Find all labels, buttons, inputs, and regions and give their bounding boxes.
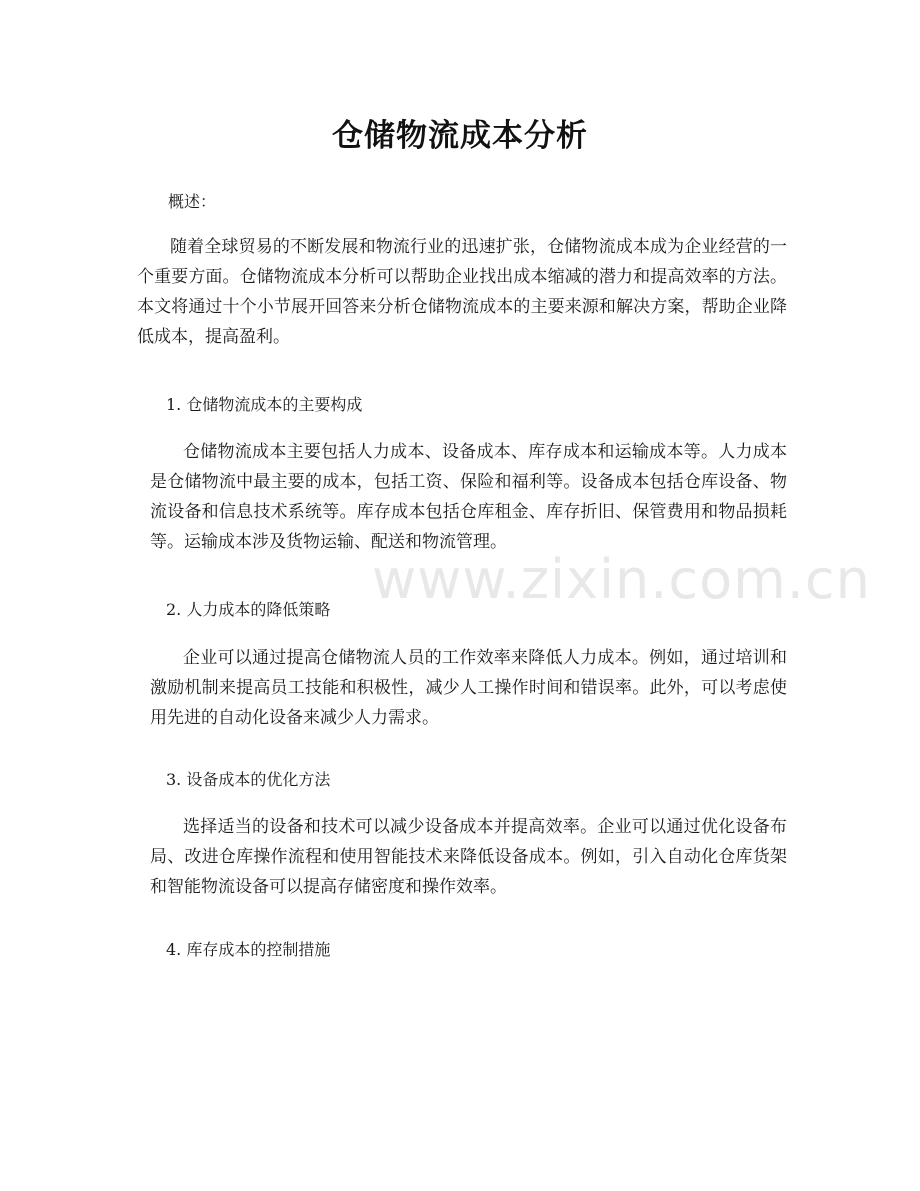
overview-label: 概述： bbox=[168, 192, 217, 211]
section-3-heading: 3. 设备成本的优化方法 bbox=[166, 770, 331, 789]
overview-paragraph: 随着全球贸易的不断发展和物流行业的迅速扩张，仓储物流成本成为企业经营的一个重要方面。仓储物流成本分析可以帮助企业找出成本缩减的潜力和提高效率的方法。本文将通过十个小节展开回答来分析仓储物流成本的主要来源和解决方案，帮助企业降低成本，提高盈利。 bbox=[137, 237, 787, 347]
section-1-heading: 1. 仓储物流成本的主要构成 bbox=[166, 395, 363, 414]
watermark: www.zixin.com.cn bbox=[372, 548, 871, 611]
section-4-heading: 4. 库存成本的控制措施 bbox=[166, 940, 331, 959]
document-title: 仓储物流成本分析 bbox=[332, 118, 588, 154]
section-1-body: 仓储物流成本主要包括人力成本、设备成本、库存成本和运输成本等。人力成本是仓储物流中最主要的成本，包括工资、保险和福利等。设备成本包括仓库设备、物流设备和信息技术系统等。库存成本包括仓库租金、库存折旧、保管费用和物品损耗等。运输成本涉及货物运输、配送和物流管理。 bbox=[150, 442, 787, 552]
section-2-body: 企业可以通过提高仓储物流人员的工作效率来降低人力成本。例如，通过培训和激励机制来提高员工技能和积极性，减少人工操作时间和错误率。此外，可以考虑使用先进的自动化设备来减少人力需求。 bbox=[150, 648, 787, 728]
section-3-body: 选择适当的设备和技术可以减少设备成本并提高效率。企业可以通过优化设备布局、改进仓库操作流程和使用智能技术来降低设备成本。例如，引入自动化仓库货架和智能物流设备可以提高存储密度和操作效率。 bbox=[150, 817, 787, 897]
section-2-heading: 2. 人力成本的降低策略 bbox=[166, 600, 331, 619]
